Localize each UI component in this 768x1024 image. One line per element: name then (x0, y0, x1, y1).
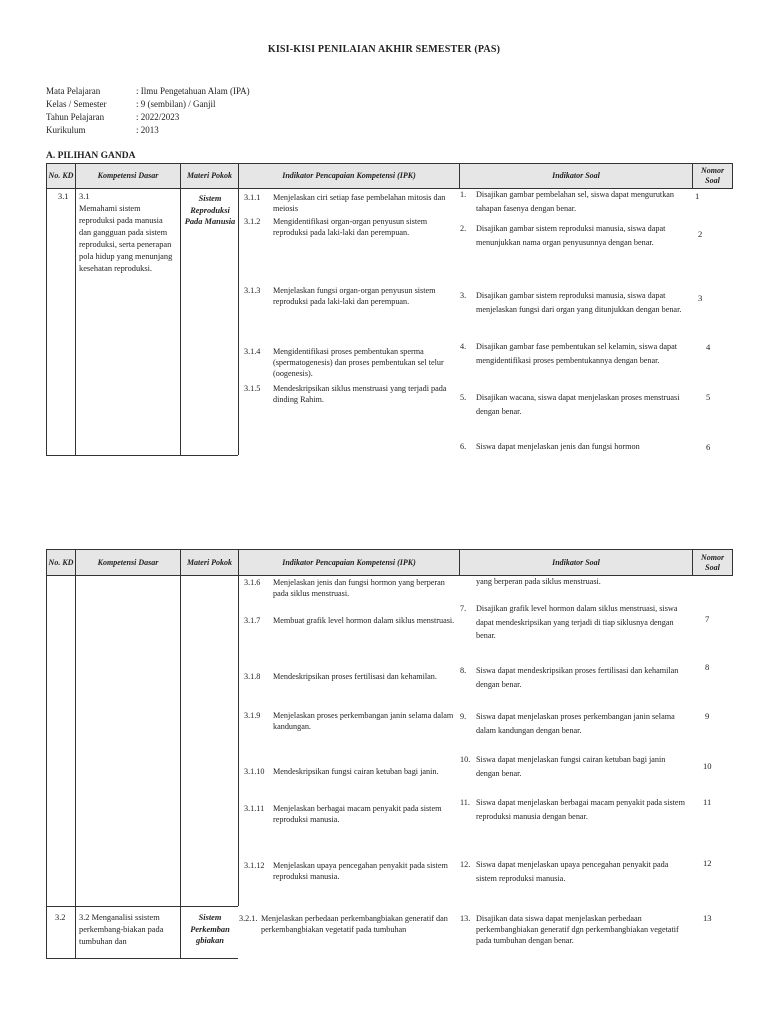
ipk-number: 3.2.1. (239, 914, 258, 923)
nomor-soal: 3 (698, 293, 703, 303)
ipk-number: 3.1.9 (244, 711, 261, 720)
header-no-kd: No. KD (46, 163, 76, 189)
ipk-item (244, 577, 456, 599)
nomor-soal: 8 (705, 662, 710, 672)
indikator-number: 6. (460, 442, 467, 451)
border-line (180, 576, 181, 959)
nomor-soal: 2 (698, 229, 703, 239)
ipk-number: 3.1.6 (244, 578, 261, 587)
ipk-number: 3.1.3 (244, 286, 261, 295)
nomor-soal: 10 (703, 761, 712, 771)
meta-label: Mata Pelajaran (46, 86, 101, 96)
border-line (46, 906, 238, 907)
border-line (75, 576, 76, 959)
border-line (75, 189, 76, 455)
nomor-soal: 11 (703, 797, 712, 807)
kd-text: Memahami sistem reproduksi pada manusia dan gangguan pada sistem reproduksi, serta penerapan pola hidup yang menunjang kesehatan reproduksi. (79, 204, 173, 273)
ipk-number: 3.1.10 (244, 767, 265, 776)
indikator-text: Disajikan wacana, siswa dapat menjelaskan proses menstruasi dengan benar. (476, 393, 680, 416)
ipk-text: Menjelaskan proses perkembangan janin selama dalam kandungan. (273, 711, 454, 732)
indikator-text: Disajikan gambar fase pembentukan sel kelamin, siswa dapat mengidentifikasi proses pembentukannya dengan benar. (476, 342, 677, 365)
indikator-text: Siswa dapat menjelaskan upaya pencegahan penyakit pada sistem reproduksi manusia. (476, 860, 669, 883)
border-line (238, 576, 239, 906)
no-kd-cell: 3.2 (55, 913, 66, 922)
meta-value: : 2022/2023 (136, 112, 180, 122)
kd-text: 3.2 Menganalisi ssistem perkembang-biakan pada tumbuhan dan (79, 913, 164, 946)
ipk-item (244, 285, 456, 307)
header-indikator-soal: Indikator Soal (459, 549, 693, 576)
indikator-number: 2. (460, 224, 467, 233)
meta-block (46, 85, 346, 141)
indikator-item (460, 796, 690, 823)
ipk-text: Menjelaskan ciri setiap fase pembelahan mitosis dan meiosis (273, 193, 446, 214)
header-indikator-soal: Indikator Soal (459, 163, 693, 189)
nomor-soal: 13 (703, 913, 712, 923)
ipk-item (244, 216, 456, 238)
indikator-text: Disajikan gambar sistem reproduksi manusia, siswa dapat menjelaskan fungsi dari organ yang ditunjukkan dengan benar. (476, 291, 682, 314)
nomor-soal: 4 (706, 342, 711, 352)
header-ipk: Indikator Pencapaian Kompetensi (IPK) (238, 549, 460, 576)
indikator-number: 12. (460, 860, 471, 869)
indikator-number: 10. (460, 755, 471, 764)
ipk-text: Mengidentifikasi organ-organ penyusun sistem reproduksi pada laki-laki dan perempuan. (273, 217, 428, 238)
indikator-item (460, 710, 690, 737)
meta-label: Tahun Pelajaran (46, 112, 105, 122)
indikator-item (460, 858, 690, 885)
border-line (180, 189, 181, 455)
border-line (46, 189, 47, 455)
indikator-number: 3. (460, 291, 467, 300)
indikator-number: 5. (460, 393, 467, 402)
ipk-text: Membuat grafik level hormon dalam siklus menstruasi. (273, 616, 455, 625)
indikator-text: Siswa dapat mendeskripsikan proses fertilisasi dan kehamilan dengan benar. (476, 666, 679, 689)
section-title: A. PILIHAN GANDA (46, 151, 136, 161)
border-line (238, 189, 239, 455)
indikator-text: Siswa dapat menjelaskan fungsi cairan ketuban bagi janin dengan benar. (476, 755, 666, 778)
meta-value: : 2013 (136, 125, 159, 135)
header-nomor-soal: Nomor Soal (692, 549, 733, 576)
ipk-text: Mendeskripsikan fungsi cairan ketuban bagi janin. (273, 767, 439, 776)
ipk-item (244, 710, 456, 732)
indikator-text: Disajikan gambar sistem reproduksi manusia, siswa dapat menunjukkan nama organ penyusunnya dengan benar. (476, 224, 666, 247)
ipk-text: Mendeskripsikan siklus menstruasi yang terjadi pada dinding Rahim. (273, 384, 447, 405)
indikator-number: 11. (460, 798, 470, 807)
indikator-item (460, 188, 690, 215)
materi-pokok: Sistem Perkemban gbiakan (190, 913, 230, 945)
meta-label: Kelas / Semester (46, 99, 107, 109)
ipk-number: 3.1.4 (244, 347, 261, 356)
ipk-item (244, 671, 456, 682)
ipk-item (244, 615, 456, 626)
no-kd-cell: 3.1 (58, 192, 69, 201)
meta-value: : Ilmu Pengetahuan Alam (IPA) (136, 86, 250, 96)
ipk-number: 3.1.12 (244, 861, 265, 870)
indikator-continuation: yang berperan pada siklus menstruasi. (476, 577, 601, 586)
ipk-item (244, 766, 456, 777)
header-ipk: Indikator Pencapaian Kompetensi (IPK) (238, 163, 460, 189)
border-line (46, 455, 238, 456)
ipk-item (244, 192, 456, 214)
ipk-text: Menjelaskan perbedaan perkembangbiakan generatif dan perkembangbiakan vegetatif pada tumbuhan (261, 914, 448, 935)
ipk-text: Menjelaskan fungsi organ-organ penyusun sistem reproduksi pada laki-laki dan perempuan. (273, 286, 436, 307)
meta-value: : 9 (sembilan) / Ganjil (136, 99, 216, 109)
header-kompetensi-dasar: Kompetensi Dasar (75, 549, 181, 576)
nomor-soal: 9 (705, 711, 710, 721)
ipk-item (244, 346, 456, 380)
indikator-item (460, 753, 690, 780)
ipk-item (244, 383, 456, 405)
kd-number: 3.1 (79, 192, 90, 201)
nomor-soal: 5 (706, 392, 711, 402)
border-line (46, 958, 238, 959)
indikator-item (460, 913, 690, 947)
indikator-item (460, 340, 690, 367)
ipk-item (239, 913, 457, 935)
indikator-item (460, 391, 690, 418)
indikator-number: 1. (460, 190, 467, 199)
ipk-item (244, 803, 456, 825)
nomor-soal: 6 (706, 442, 711, 452)
ipk-number: 3.1.11 (244, 804, 265, 813)
indikator-item (460, 222, 690, 249)
ipk-text: Menjelaskan upaya pencegahan penyakit pada sistem reproduksi manusia. (273, 861, 448, 882)
ipk-number: 3.1.2 (244, 217, 261, 226)
indikator-item (460, 440, 690, 454)
indikator-item (460, 664, 690, 691)
ipk-text: Menjelaskan jenis dan fungsi hormon yang berperan pada siklus menstruasi. (273, 578, 445, 599)
ipk-text: Menjelaskan berbagai macam penyakit pada sistem reproduksi manusia. (273, 804, 442, 825)
indikator-text: Siswa dapat menjelaskan berbagai macam penyakit pada sistem reproduksi manusia dengan benar. (476, 798, 685, 821)
indikator-item (460, 602, 690, 643)
nomor-soal: 1 (695, 191, 700, 201)
indikator-number: 8. (460, 666, 467, 675)
indikator-text: Disajikan data siswa dapat menjelaskan perbedaan perkembangbiakan generatif dgn perkembangbiakan vegetatif pada tumbuhan dengan benar. (476, 914, 679, 946)
indikator-text: Disajikan gambar pembelahan sel, siswa dapat mengurutkan tahapan fasenya dengan benar. (476, 190, 675, 213)
header-kompetensi-dasar: Kompetensi Dasar (75, 163, 181, 189)
indikator-number: 13. (460, 914, 471, 923)
indikator-text: Siswa dapat menjelaskan proses perkembangan janin selama dalam kandungan dengan benar. (476, 712, 675, 735)
border-line (46, 576, 47, 959)
nomor-soal: 7 (705, 614, 710, 624)
ipk-item (244, 860, 456, 882)
ipk-text: Mendeskripsikan proses fertilisasi dan kehamilan. (273, 672, 437, 681)
ipk-number: 3.1.8 (244, 672, 261, 681)
meta-label: Kurikulum (46, 125, 86, 135)
header-materi-pokok: Materi Pokok (180, 163, 239, 189)
header-nomor-soal: Nomor Soal (692, 163, 733, 189)
indikator-text: Siswa dapat menjelaskan jenis dan fungsi hormon (476, 442, 640, 451)
indikator-text: Disajikan grafik level hormon dalam siklus menstruasi, siswa dapat mendeskripsikan yang terjadi di tiap siklusnya dengan benar. (476, 604, 678, 641)
ipk-number: 3.1.5 (244, 384, 261, 393)
nomor-soal: 12 (703, 858, 712, 868)
indikator-number: 9. (460, 712, 467, 721)
ipk-number: 3.1.1 (244, 193, 261, 202)
indikator-number: 7. (460, 604, 467, 613)
ipk-text: Mengidentifikasi proses pembentukan sperma (spermatogenesis) dan proses pembentukan sel telur (oogenesis). (273, 347, 444, 379)
header-no-kd: No. KD (46, 549, 76, 576)
ipk-number: 3.1.7 (244, 616, 261, 625)
header-materi-pokok: Materi Pokok (180, 549, 239, 576)
materi-pokok: Sistem Reproduksi Pada Manusia (184, 194, 236, 226)
indikator-number: 4. (460, 342, 467, 351)
document-title: KISI-KISI PENILAIAN AKHIR SEMESTER (PAS) (267, 44, 501, 55)
indikator-item (460, 289, 690, 316)
